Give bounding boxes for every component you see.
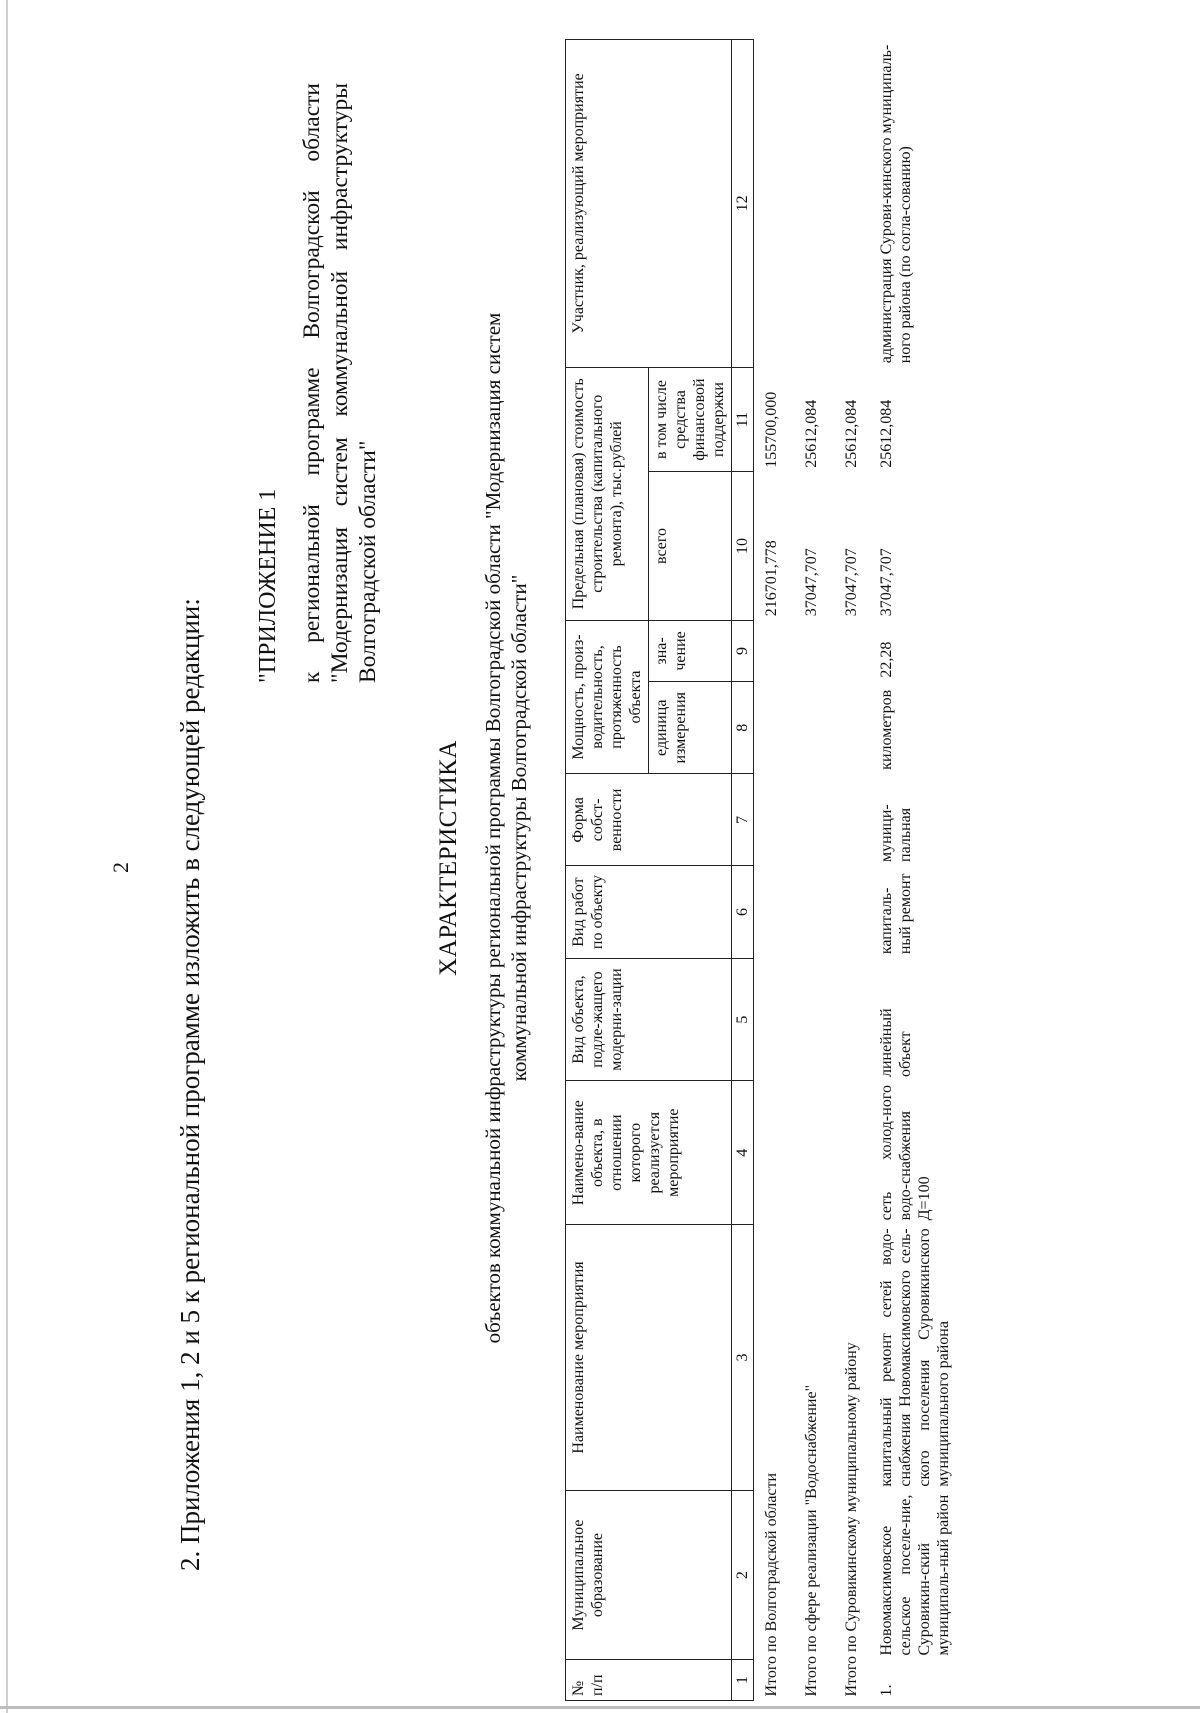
scan-edge-left (6, 0, 8, 1713)
col-header-object: Наимено-вание объекта, в отношении которого реализуется мероприятие (566, 1081, 732, 1224)
col-header-object-type: Вид объекта, подле-жащего модерни-зации (566, 958, 732, 1081)
object-type-cell: линейный объект (878, 1008, 914, 1077)
rotated-page (20, 13, 1180, 1703)
work-type-cell: капиталь-ный ремонт (878, 873, 914, 955)
intro-text: 2. Приложения 1, 2 и 5 к региональной программе изложить в следующей редакции: (175, 598, 205, 1571)
total-label: Итого по Волгоградской области (763, 1472, 780, 1697)
unit-cell: километров (878, 689, 895, 770)
column-number: 12 (732, 40, 754, 368)
table-header-row (566, 40, 649, 1701)
characteristics-table (565, 39, 956, 1701)
column-number: 2 (732, 1491, 754, 1660)
col-header-number: № п/п (566, 1660, 732, 1701)
document-heading: ХАРАКТЕРИСТИКА (435, 740, 462, 976)
total-cost: 37047,707 (843, 548, 860, 617)
column-number: 5 (732, 958, 754, 1081)
col-header-unit: единица измерения (649, 682, 732, 774)
cost-cell: 37047,707 (878, 548, 895, 617)
column-number: 4 (732, 1081, 754, 1224)
col-header-value: зна-чение (649, 620, 732, 681)
object-cell: сеть холод-ного водо-снабжения Д=100 (878, 1085, 933, 1221)
total-row (754, 40, 795, 1701)
total-label: Итого по сфере реализации "Водоснабжение" (803, 1384, 820, 1697)
col-header-participant: Участник, реализующий мероприятие (566, 40, 732, 368)
total-support: 25612,084 (803, 399, 820, 468)
col-header-municipality: Муниципальное образование (566, 1491, 732, 1660)
column-number: 11 (732, 367, 754, 471)
page-number: 2 (108, 862, 133, 873)
col-header-ownership: Форма собст-венности (566, 774, 732, 866)
col-header-capacity: Мощность, произ-водительность, протяженность объекта (566, 620, 649, 774)
total-cost: 37047,707 (803, 548, 820, 617)
column-number: 8 (732, 682, 754, 774)
column-number: 1 (732, 1660, 754, 1701)
appendix-title: "ПРИЛОЖЕНИЕ 1 (255, 488, 281, 683)
total-support: 25612,084 (843, 399, 860, 468)
scan-edge-bottom (0, 1706, 1200, 1709)
column-number-row (732, 40, 754, 1701)
ownership-cell: муници-пальная (878, 804, 914, 862)
value-cell: 22,28 (878, 641, 895, 678)
col-header-work-type: Вид работ по объекту (566, 866, 732, 958)
table-row (874, 40, 956, 1701)
municipality-cell: Новомаксимовское сельское поселе-ние, Суровикин-ский муниципаль-ный район (878, 1494, 952, 1656)
support-cell: 25612,084 (878, 399, 895, 468)
appendix-text: к региональной программе Волгоградской области "Модернизация систем коммунальной инфраструктуры Волгоградской области" (299, 83, 381, 683)
total-label: Итого по Суровикинскому муниципальному району (843, 1342, 860, 1697)
column-number: 7 (732, 774, 754, 866)
total-row (834, 40, 874, 1701)
total-cost: 216701,778 (763, 540, 780, 617)
measure-cell: капитальный ремонт сетей водо-снабжения Новомаксимовского сель-ского поселения Суровикинского муниципального района (878, 1228, 952, 1487)
col-header-total: всего (649, 472, 732, 620)
column-number: 10 (732, 472, 754, 620)
col-header-support: в том числе средства финансовой поддержки (649, 367, 732, 471)
column-number: 6 (732, 866, 754, 958)
total-row (794, 40, 834, 1701)
document-subtitle: объектов коммунальной инфраструктуры региональной программы Волгоградской области "Модернизация систем коммунальной инфраструктуры Волгоградской области" (481, 312, 531, 1344)
col-header-cost: Предельная (плановая) стоимость строительства (капитального ремонта), тыс.рублей (566, 367, 649, 620)
column-number: 3 (732, 1224, 754, 1490)
total-support: 155700,000 (763, 391, 780, 468)
participant-cell: администрация Сурови-кинского муниципаль-ного района (по согла-сованию) (878, 44, 914, 364)
row-number: 1. (878, 1684, 895, 1697)
col-header-measure: Наименование мероприятия (566, 1224, 732, 1490)
column-number: 9 (732, 620, 754, 681)
